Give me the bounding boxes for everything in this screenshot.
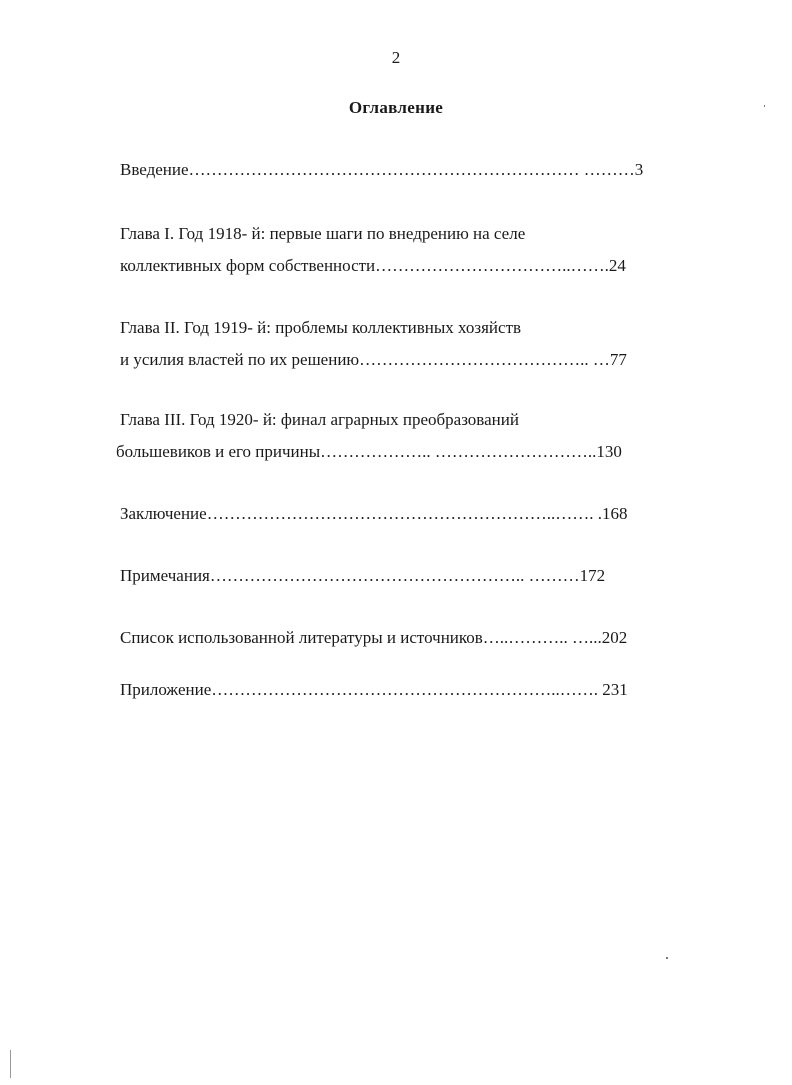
page-title: Оглавление xyxy=(348,98,444,117)
toc-line: Приложение……………………………………………………..……. 231 xyxy=(120,680,628,699)
scan-speck xyxy=(666,957,668,959)
toc-line: Глава III. Год 1920- й: финал аграрных преобразований xyxy=(120,410,519,429)
page-number: 2 xyxy=(391,48,401,67)
toc-line: Введение…………………………………………………………… ………3 xyxy=(120,160,644,179)
toc-line: Глава I. Год 1918- й: первые шаги по внедрению на селе xyxy=(120,224,526,243)
scan-speck xyxy=(764,105,765,107)
toc-line: Заключение……………………………………………………..……. .168 xyxy=(120,504,628,523)
scan-edge-mark xyxy=(10,1050,11,1078)
toc-line: и усилия властей по их решению………………………………….. …77 xyxy=(120,350,627,369)
toc-line: большевиков и его причины……………….. ………………………..130 xyxy=(116,442,622,461)
toc-line: коллективных форм собственности……………………………..…….24 xyxy=(120,256,626,275)
toc-line: Примечания……………………………………………….. ………172 xyxy=(120,566,606,585)
toc-line: Список использованной литературы и источников…..……….. …...202 xyxy=(120,628,628,647)
toc-line: Глава II. Год 1919- й: проблемы коллективных хозяйств xyxy=(120,318,522,337)
